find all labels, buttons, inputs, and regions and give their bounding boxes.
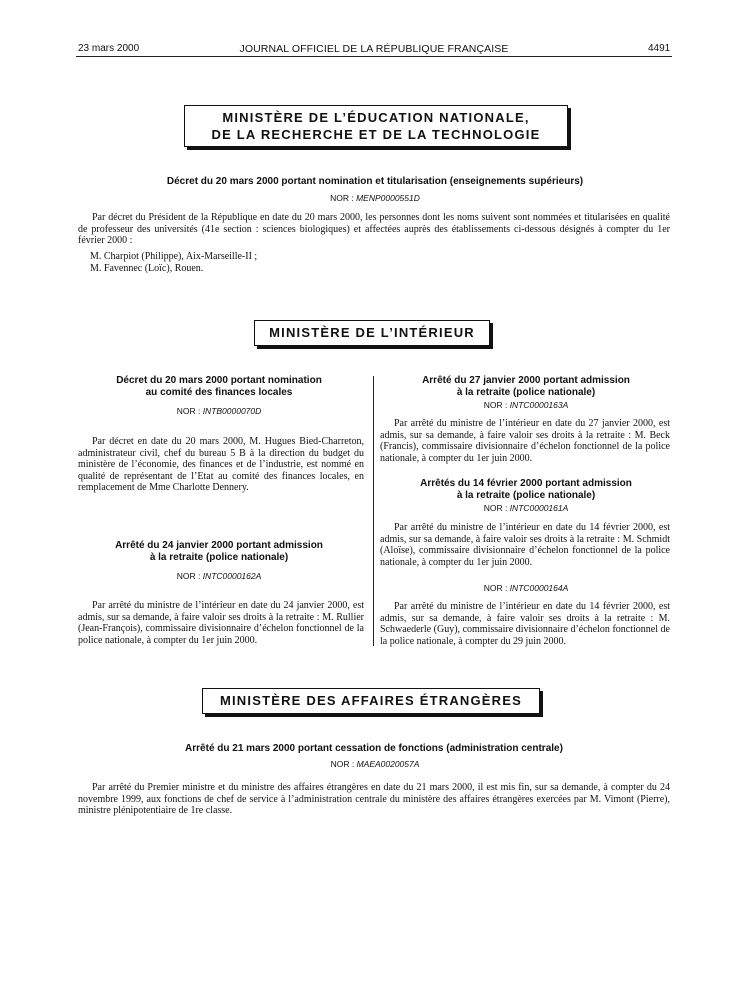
title-line: Décret du 20 mars 2000 portant nomination [116,375,322,386]
ministry-interior-box [254,320,490,346]
nor-reference: NOR : INTC0000163A [483,400,569,410]
nor-reference: NOR : INTC0000164A [483,583,569,593]
ministry-education-line1: MINISTÈRE DE L’ÉDUCATION NATIONALE, [222,110,530,125]
decree-title: Décret du 20 mars 2000 portant nomination et titularisation (enseignements supérieurs) [166,176,584,187]
header-rule [76,56,672,57]
nor-reference: NOR : INTC0000161A [483,503,569,513]
ministry-foreign-affairs-name: MINISTÈRE DES AFFAIRES ÉTRANGÈRES [219,693,523,708]
title-line: Arrêté du 24 janvier 2000 portant admission [115,540,323,551]
nor-code: INTC0000162A [202,571,262,581]
arrete-title [382,375,670,399]
person-item: M. Favennec (Loïc), Rouen. [90,263,204,274]
arrete-title: Arrêté du 21 mars 2000 portant cessation de fonctions (administration centrale) [185,743,563,754]
title-line: à la retraite (police nationale) [456,387,596,398]
ministry-education-box [184,105,568,147]
arrete-title [382,478,670,502]
decree-title [78,375,360,399]
header-date: 23 mars 2000 [78,43,140,54]
nor-reference: NOR : MAEA0020057A [330,759,420,769]
nor-reference [200,193,550,203]
ministry-education-line2: DE LA RECHERCHE ET DE LA TECHNOLOGIE [211,127,541,142]
nor-code: INTC0000163A [509,400,569,410]
title-line: au comité des finances locales [145,387,293,398]
title-line: Arrêtés du 14 février 2000 portant admission [420,478,632,489]
page-number: 4491 [648,43,671,54]
nor-code: MAEA0020057A [356,759,420,769]
nor-reference: NOR : INTC0000162A [176,571,262,581]
title-line: à la retraite (police nationale) [149,552,289,563]
arrete-body: Par arrêté du ministre de l’intérieur en date du 24 janvier 2000, est admis, sur sa demande, à faire valoir ses droits à la retraite : M. Rullier (Jean-François), commissaire divisionnaire d’échelon fonctionnel de la police nationale, à compter du 1er juin 2000. [78,600,364,646]
nor-code: MENP0000551D [356,193,420,203]
arrete-title [78,540,360,564]
arrete-body: Par arrêté du ministre de l’intérieur en date du 14 février 2000, est admis, sur sa demande, à faire valoir ses droits à la retraite : M. Schmidt (Aloïse), commissaire divisionnaire d’échelon fonctionnel de la police nationale, à compter du 1er juin 2000. [380,522,670,568]
nor-code: INTC0000161A [509,503,569,513]
journal-title: JOURNAL OFFICIEL DE LA RÉPUBLIQUE FRANÇAISE [239,43,509,55]
decree-body: Par décret du Président de la République en date du 20 mars 2000, les personnes dont les noms suivent sont nommées et titularisées en qualité de professeur des universités (41e section : sciences biologiques) et affectées auprès des établissements ci-dessous désignés à compter du 1er février 2000 : [78,212,670,246]
column-divider [373,376,374,646]
title-line: à la retraite (police nationale) [456,490,596,501]
arrete-body: Par arrêté du ministre de l’intérieur en date du 14 février 2000, est admis, sur sa demande, à faire valoir ses droits à la retraite : M. Schwaederle (Guy), commissaire divisionnaire d’échelon fonctionnel de la police nationale, à compter du 29 juin 2000. [380,601,670,647]
nor-label: NOR : [330,193,354,203]
nor-reference: NOR : INTB0000070D [176,406,262,416]
title-line: Arrêté du 27 janvier 2000 portant admission [422,375,630,386]
nor-code: INTB0000070D [202,406,262,416]
person-item: M. Charpiot (Philippe), Aix-Marseille-II ; [90,251,258,262]
arrete-body: Par arrêté du Premier ministre et du ministre des affaires étrangères en date du 21 mars 2000, il est mis fin, sur sa demande, à compter du 24 novembre 1999, aux fonctions de chef de service à l’administration centrale du ministère des affaires étrangères exercées par M. Vimont (Pierre), ministre plénipotentiaire de 1re classe. [78,782,670,816]
ministry-foreign-affairs-box [202,688,540,714]
nor-code: INTC0000164A [509,583,569,593]
ministry-interior-name: MINISTÈRE DE L’INTÉRIEUR [269,325,475,340]
decree-body: Par décret en date du 20 mars 2000, M. Hugues Bied-Charreton, administrateur civil, chef du bureau 5 B à la direction du budget du ministère de l’économie, des finances et de l’industrie, est nommé en qualité de représentant de l’Etat au comité des finances locales, en remplacement de Mme Charlotte Dennery. [78,436,364,493]
arrete-body: Par arrêté du ministre de l’intérieur en date du 27 janvier 2000, est admis, sur sa demande, à faire valoir ses droits à la retraite : M. Beck (Francis), commissaire divisionnaire d’échelon fonctionnel de la police nationale, à compter du 1er juin 2000. [380,418,670,464]
